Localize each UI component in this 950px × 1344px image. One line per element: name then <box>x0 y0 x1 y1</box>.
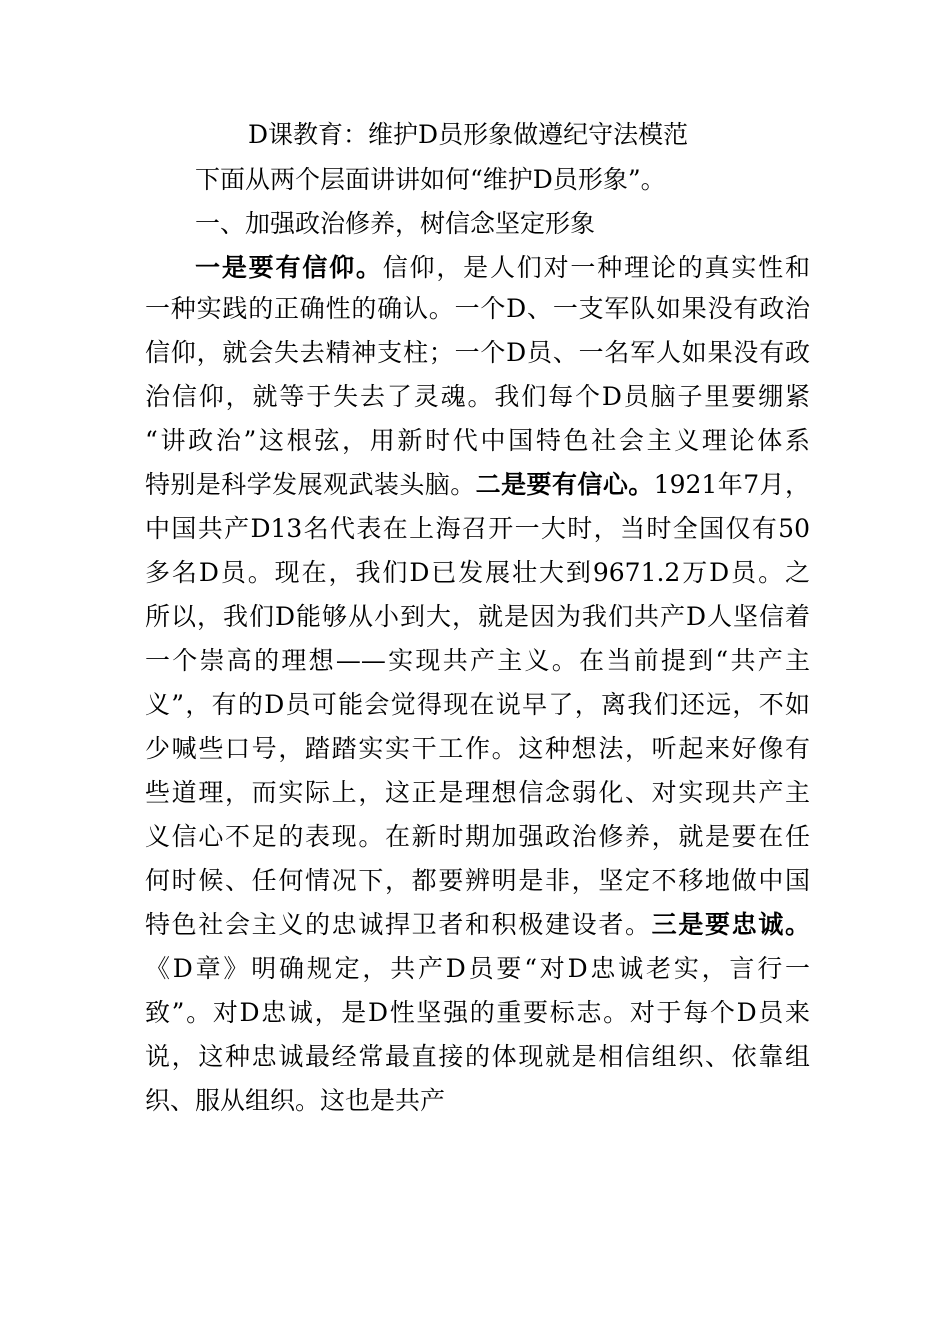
paragraph-line <box>145 1035 810 1079</box>
paragraph-line <box>145 771 810 815</box>
emphasis-text: 三是要忠诚。 <box>651 910 810 939</box>
line-text: 中国共产D13名代表在上海召开一大时，当时全国仅有50 <box>145 514 810 543</box>
paragraph-line <box>145 815 810 859</box>
line-text: 何时候、任何情况下，都要辨明是非，坚定不移地做中国 <box>145 866 810 895</box>
line-text: 信仰，是人们对一种理论的真实性和 <box>382 253 810 282</box>
line-text: 所以，我们D能够从小到大，就是因为我们共产D人坚信着 <box>145 602 810 631</box>
line-text: 信仰，就会失去精神支柱；一个D员、一名军人如果没有政 <box>145 338 810 367</box>
line-text: 义信心不足的表现。在新时期加强政治修养，就是要在任 <box>145 822 810 851</box>
paragraph-line <box>145 859 810 903</box>
line-text: 些道理，而实际上，这正是理想信念弱化、对实现共产主 <box>145 778 810 807</box>
line-text: 义”，有的D员可能会觉得现在说早了，离我们还远，不如 <box>145 690 810 719</box>
paragraph-line <box>145 1079 810 1123</box>
paragraph-line <box>145 419 810 463</box>
paragraph-line <box>195 246 810 290</box>
emphasis-text: 二是要有信心。 <box>475 470 654 499</box>
paragraph-line <box>145 507 810 551</box>
line-text: 1921年7月， <box>653 470 810 499</box>
line-text: 说，这种忠诚最经常最直接的体现就是相信组织、依靠组 <box>145 1042 810 1071</box>
paragraph-line <box>145 947 810 991</box>
line-text: 《D章》明确规定，共产D员要“对D忠诚老实，言行一 <box>145 954 810 983</box>
paragraph-line <box>145 375 810 419</box>
paragraph-line <box>145 595 810 639</box>
paragraph-line <box>145 551 810 595</box>
line-text: 多名D员。现在，我们D已发展壮大到9671.2万D员。之 <box>145 558 810 587</box>
paragraph-line <box>145 683 810 727</box>
line-text: 少喊些口号，踏踏实实干工作。这种想法，听起来好像有 <box>145 734 810 763</box>
emphasis-text: 一是要有信仰。 <box>195 253 383 282</box>
paragraph-line <box>145 991 810 1035</box>
paragraph-line <box>145 331 810 375</box>
intro-line: 下面从两个层面讲讲如何“维护D员形象”。 <box>195 165 666 194</box>
paragraph-line <box>145 463 810 507</box>
line-text: 织、服从组织。这也是共产 <box>145 1086 446 1115</box>
section-heading: 一、加强政治修养，树信念坚定形象 <box>195 209 596 238</box>
line-text: 一个崇高的理想——实现共产主义。在当前提到“共产主 <box>145 646 810 675</box>
line-text: 特色社会主义的忠诚捍卫者和积极建设者。 <box>145 910 652 939</box>
line-text: “讲政治”这根弦，用新时代中国特色社会主义理论体系 <box>145 426 810 455</box>
paragraph-line <box>145 903 810 947</box>
line-text: 一种实践的正确性的确认。一个D、一支军队如果没有政治 <box>145 294 810 323</box>
line-text: 治信仰，就等于失去了灵魂。我们每个D员脑子里要绷紧 <box>145 382 810 411</box>
paragraph-line <box>145 287 810 331</box>
line-text: 特别是科学发展观武装头脑。 <box>145 470 476 499</box>
document-title: D课教育：维护D员形象做遵纪守法模范 <box>248 120 689 149</box>
paragraph-line <box>145 639 810 683</box>
paragraph-line <box>145 727 810 771</box>
line-text: 致”。对D忠诚，是D性坚强的重要标志。对于每个D员来 <box>145 998 810 1027</box>
